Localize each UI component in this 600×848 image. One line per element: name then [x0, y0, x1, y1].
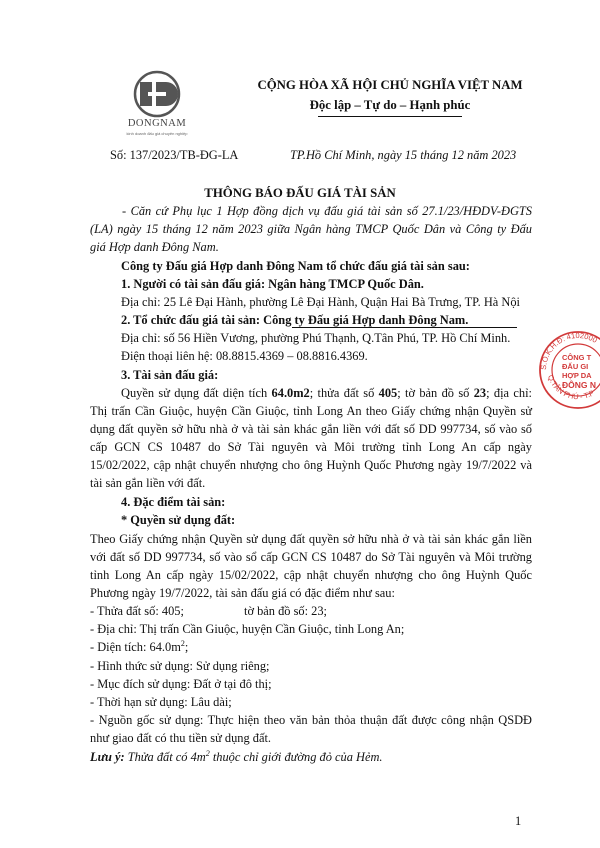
svg-text:ĐẤU GI: ĐẤU GI: [562, 362, 589, 371]
logo-tagline: kinh doanh đấu giá chuyên nghiệp: [126, 131, 188, 136]
section3-line-3: dụng đất quyền sở hữu nhà ở và tài sản khác gắn liền với đất số DD 997734, số vào số: [90, 422, 532, 436]
area-text: - Diện tích: 64.0m: [90, 640, 181, 654]
svg-text:ĐÔNG N: ĐÔNG N: [562, 380, 596, 390]
usage-origin-line-2: như giao đất có thu tiền sử dụng đất.: [90, 731, 272, 745]
area-label: Quyền sử dụng đất diện tích: [121, 386, 272, 400]
section2-address: Địa chỉ: số 56 Hiền Vương, phường Phú Thạnh, Q.Tân Phú, TP. Hồ Chí Minh.: [121, 331, 511, 345]
document-title: THÔNG BÁO ĐẤU GIÁ TÀI SẢN: [204, 186, 396, 200]
section2-label: 2. Tổ chức đấu giá tài sản:: [121, 313, 264, 327]
basis-line-2: (LA) ngày 15 tháng 12 năm 2023 giữa Ngân hàng TMCP Quốc Dân và Công ty Đấu: [90, 222, 532, 236]
svg-text:S.Ố.K.H.Đ: 4102000: S.Ố.K.H.Đ: 4102000: [538, 330, 599, 371]
section1-label: 1. Người có tài sản đấu giá:: [121, 277, 269, 291]
note: [90, 748, 383, 766]
section1-address: Địa chỉ: 25 Lê Đại Hành, phường Lê Đại Hành, Quận Hai Bà Trưng, TP. Hà Nội: [121, 295, 520, 309]
svg-text:Q.TÂN PHÚ - T.P: Q.TÂN PHÚ - T.P: [545, 373, 596, 402]
place-and-date: TP.Hồ Chí Minh, ngày 15 tháng 12 năm 2023: [290, 148, 517, 162]
section3-heading: 3. Tài sản đấu giá:: [121, 368, 219, 382]
basis-line-3: giá Hợp danh Đông Nam.: [90, 240, 219, 254]
svg-text:CÔNG T: CÔNG T: [562, 353, 592, 362]
usage-purpose: - Mục đích sử dụng: Đất ở tại đô thị;: [90, 677, 272, 691]
section2-phone: Điện thoại liên hệ: 08.8815.4369 – 08.8816.4369.: [121, 349, 368, 363]
area-value: 64.0m2: [271, 386, 310, 400]
plot-number: - Thửa đất số: 405;: [90, 604, 184, 618]
section4-line-3: tỉnh Long An cấp ngày 15/02/2022, cập nhật chuyển nhượng cho ông Huỳnh Quốc: [90, 568, 532, 582]
section3-line-5: 15/02/2022, cập nhật chuyển nhượng cho ông Huỳnh Quốc Phương ngày 19/7/2022 và: [90, 458, 532, 472]
usage-form: - Hình thức sử dụng: Sử dụng riêng;: [90, 659, 270, 673]
note-label: Lưu ý:: [90, 750, 125, 764]
page-number: 1: [515, 814, 522, 828]
section4-subheading: * Quyền sử dụng đất:: [121, 513, 236, 527]
motto-underline: [318, 116, 462, 117]
area-end: ;: [184, 640, 189, 654]
section3-line-1: [121, 384, 532, 402]
plot-value: 405: [378, 386, 398, 400]
map-value: 23: [473, 386, 487, 400]
note-text-b: thuộc chỉ giới đường đỏ của Hẻm.: [209, 750, 383, 764]
stamp-icon: [538, 330, 600, 410]
section2-value-underline: [292, 327, 517, 328]
address-label: ; địa chỉ:: [486, 386, 532, 400]
area-superscript: 2: [180, 638, 185, 648]
property-area: [90, 638, 188, 656]
section1-heading: [121, 275, 424, 293]
national-motto: Độc lập – Tự do – Hạnh phúc: [309, 98, 471, 112]
section3-line-2: Thị trấn Cần Giuộc, huyện Cần Giuộc, tỉnh Long An theo Giấy chứng nhận Quyền sử: [90, 404, 532, 418]
map-sheet-number: tờ bản đồ số: 23;: [244, 604, 327, 618]
company-stamp: [538, 330, 600, 410]
section1-value: Ngân hàng TMCP Quốc Dân.: [268, 277, 424, 291]
map-label: ; tờ bản đồ số: [397, 386, 474, 400]
republic-title: CỘNG HÒA XÃ HỘI CHỦ NGHĨA VIỆT NAM: [257, 78, 523, 92]
section2-value: Công ty Đấu giá Hợp danh Đông Nam.: [263, 313, 469, 327]
section4-heading: 4. Đặc điểm tài sản:: [121, 495, 226, 509]
document-number: Số: 137/2023/TB-ĐG-LA: [110, 148, 239, 162]
svg-text:HỢP DA: HỢP DA: [562, 371, 592, 380]
logo-name: DONGNAM: [127, 118, 187, 129]
usage-origin-line-1: - Nguồn gốc sử dụng: Thực hiện theo văn bản thỏa thuận đất được công nhận QSDĐ: [90, 713, 532, 727]
company-logo: [118, 68, 196, 138]
section4-line-2: với đất số DD 997734, số vào sổ cấp GCN CS 10487 do Sở Tài nguyên và Môi trường: [90, 550, 532, 564]
property-address: - Địa chỉ: Thị trấn Cần Giuộc, huyện Cần Giuộc, tỉnh Long An;: [90, 622, 405, 636]
note-text-a: Thửa đất có 4m: [124, 750, 206, 764]
basis-line-1: - Căn cứ Phụ lục 1 Hợp đồng dịch vụ đấu giá tài sản số 27.1/23/HĐDV-ĐGTS: [122, 204, 532, 218]
section4-line-4: Phương ngày 19/7/2022, tài sản đấu giá có đặc điểm như sau:: [90, 586, 395, 600]
section3-line-6: tài sản gắn liền với đất.: [90, 476, 206, 490]
plot-label: ; thửa đất số: [309, 386, 379, 400]
dongnam-logo-icon: [118, 68, 196, 124]
usage-term: - Thời hạn sử dụng: Lâu dài;: [90, 695, 232, 709]
section4-line-1: Theo Giấy chứng nhận Quyền sử dụng đất quyền sở hữu nhà ở và tài sản khác gắn liền: [90, 532, 532, 546]
intro-text: Công ty Đấu giá Hợp danh Đông Nam tổ chức đấu giá tài sản sau:: [121, 259, 470, 273]
section3-line-4: cấp GCN CS 10487 do Sở Tài nguyên và Môi trường tỉnh Long An cấp ngày: [90, 440, 532, 454]
note-superscript: 2: [205, 748, 210, 758]
